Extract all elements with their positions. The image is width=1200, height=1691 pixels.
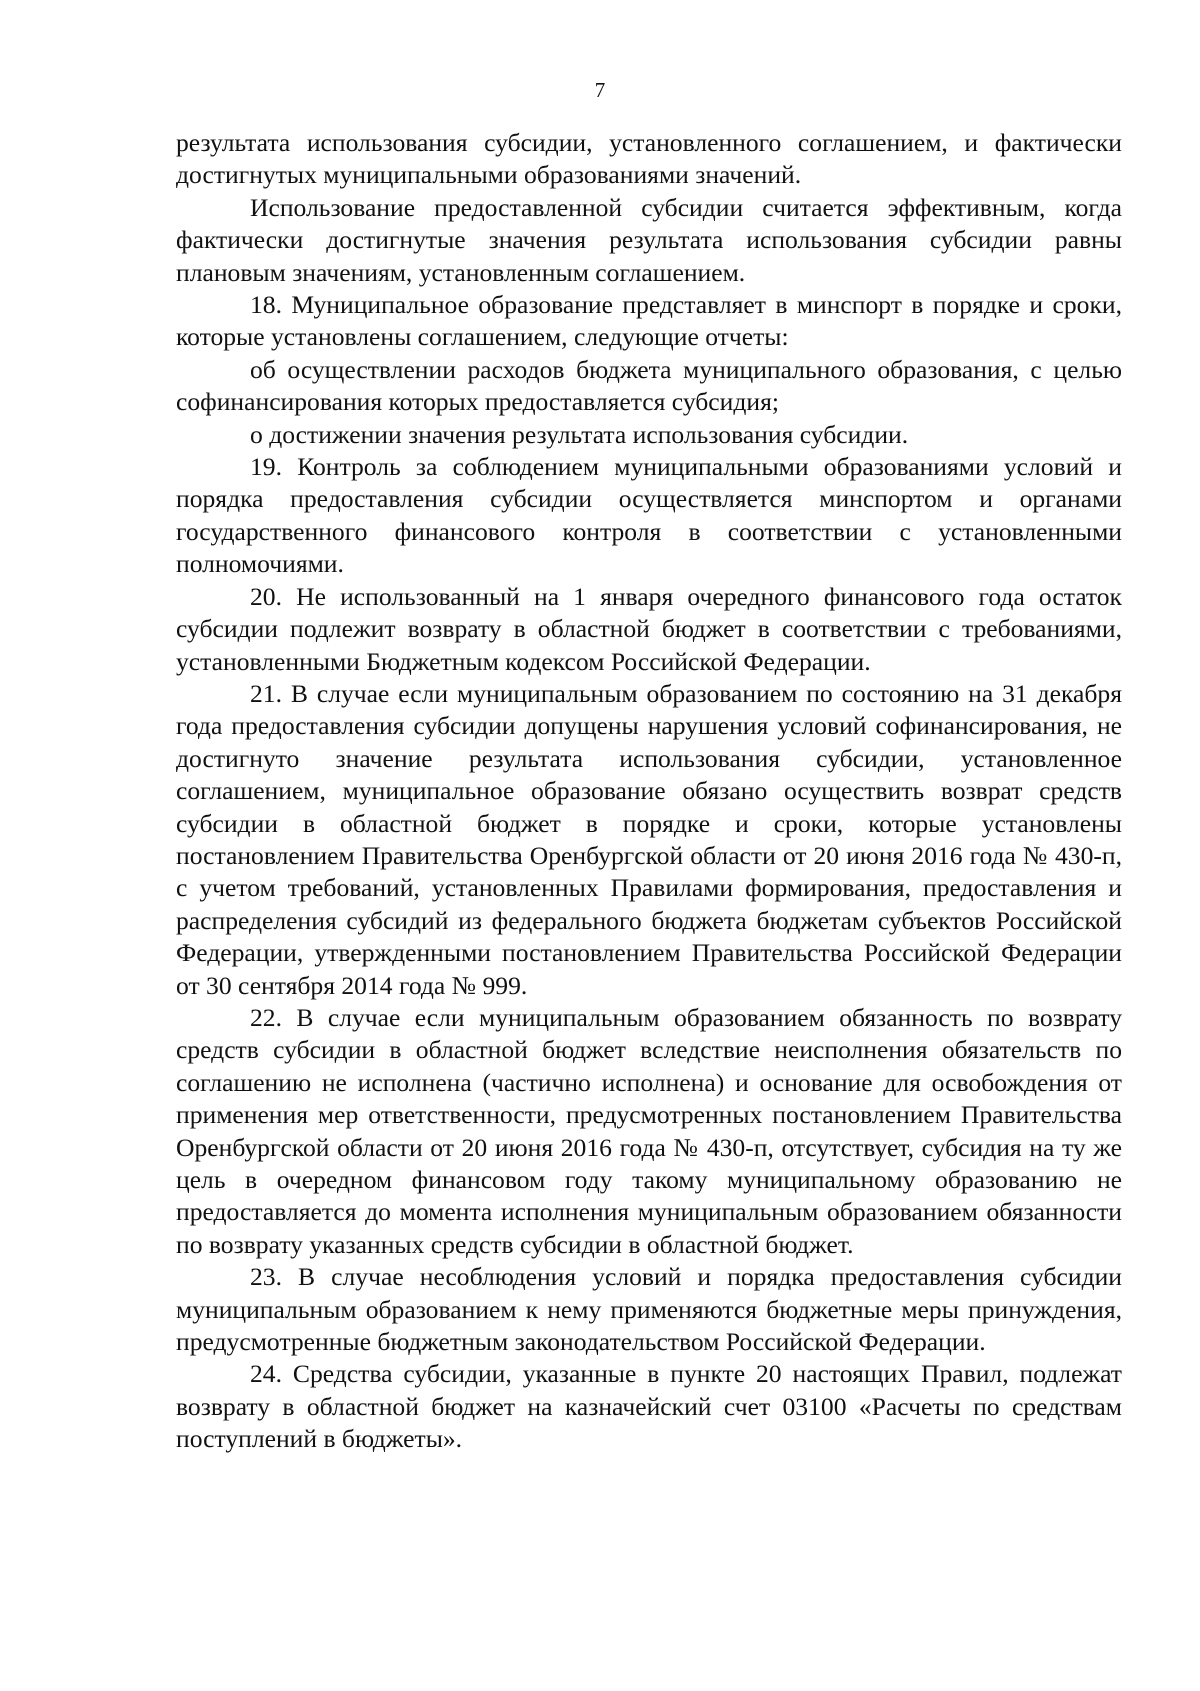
page-number: 7 — [594, 78, 606, 102]
paragraph-efficiency: Использование предоставленной субсидии считается эффективным, когда фактически достигнутые значения результата использования субсидии равны плановым значениям, установленным соглашением. — [176, 192, 1122, 287]
document-body — [176, 127, 1122, 1456]
paragraph-18: 18. Муниципальное образование представляет в минспорт в порядке и сроки, которые установлены соглашением, следующие отчеты: — [176, 290, 1122, 352]
paragraph-23: 23. В случае несоблюдения условий и порядка предоставления субсидии муниципальным образованием к нему применяются бюджетные меры принуждения, предусмотренные бюджетным законодательством Российской Федерации. — [176, 1262, 1122, 1357]
paragraph-continuation: результата использования субсидии, установленного соглашением, и фактически достигнутых муниципальными образованиями значений. — [176, 128, 1122, 190]
paragraph-18-report-result: о достижении значения результата использования субсидии. — [250, 419, 909, 449]
paragraph-20: 20. Не использованный на 1 января очередного финансового года остаток субсидии подлежит возврату в областной бюджет в соответствии с требованиями, установленными Бюджетным кодексом Российской Федерации. — [176, 581, 1122, 676]
paragraph-19: 19. Контроль за соблюдением муниципальными образованиями условий и порядка предоставления субсидии осуществляется минспортом и органами государственного финансового контроля в соответствии с установленными полномочиями. — [176, 452, 1122, 579]
paragraph-22: 22. В случае если муниципальным образованием обязанность по возврату средств субсидии в областной бюджет вследствие неисполнения обязательств по соглашению не исполнена (частично исполнена) и основание для освобождения от применения мер ответственности, предусмотренных постановлением Правительства Оренбургской области от 20 июня 2016 года № 430-п, отсутствует, субсидия на ту же цель в очередном финансовом году такому муниципальному образованию не предоставляется до момента исполнения муниципальным образованием обязанности по возврату указанных средств субсидии в областной бюджет. — [176, 1002, 1122, 1259]
paragraph-24: 24. Средства субсидии, указанные в пункте 20 настоящих Правил, подлежат возврату в областной бюджет на казначейский счет 03100 «Расчеты по средствам поступлений в бюджеты». — [176, 1359, 1122, 1454]
paragraph-21: 21. В случае если муниципальным образованием по состоянию на 31 декабря года предоставления субсидии допущены нарушения условий софинансирования, не достигнуто значение результата использования субсидии, установленное соглашением, муниципальное образование обязано осуществить возврат средств субсидии в областной бюджет в порядке и сроки, которые установлены постановлением Правительства Оренбургской области от 20 июня 2016 года № 430-п, с учетом требований, установленных Правилами формирования, предоставления и распределения субсидий из федерального бюджета бюджетам субъектов Российской Федерации, утвержденными постановлением Правительства Российской Федерации от 30 сентября 2014 года № 999. — [176, 678, 1122, 1000]
paragraph-18-report-expenses: об осуществлении расходов бюджета муниципального образования, с целью софинансирования которых предоставляется субсидия; — [176, 354, 1122, 417]
